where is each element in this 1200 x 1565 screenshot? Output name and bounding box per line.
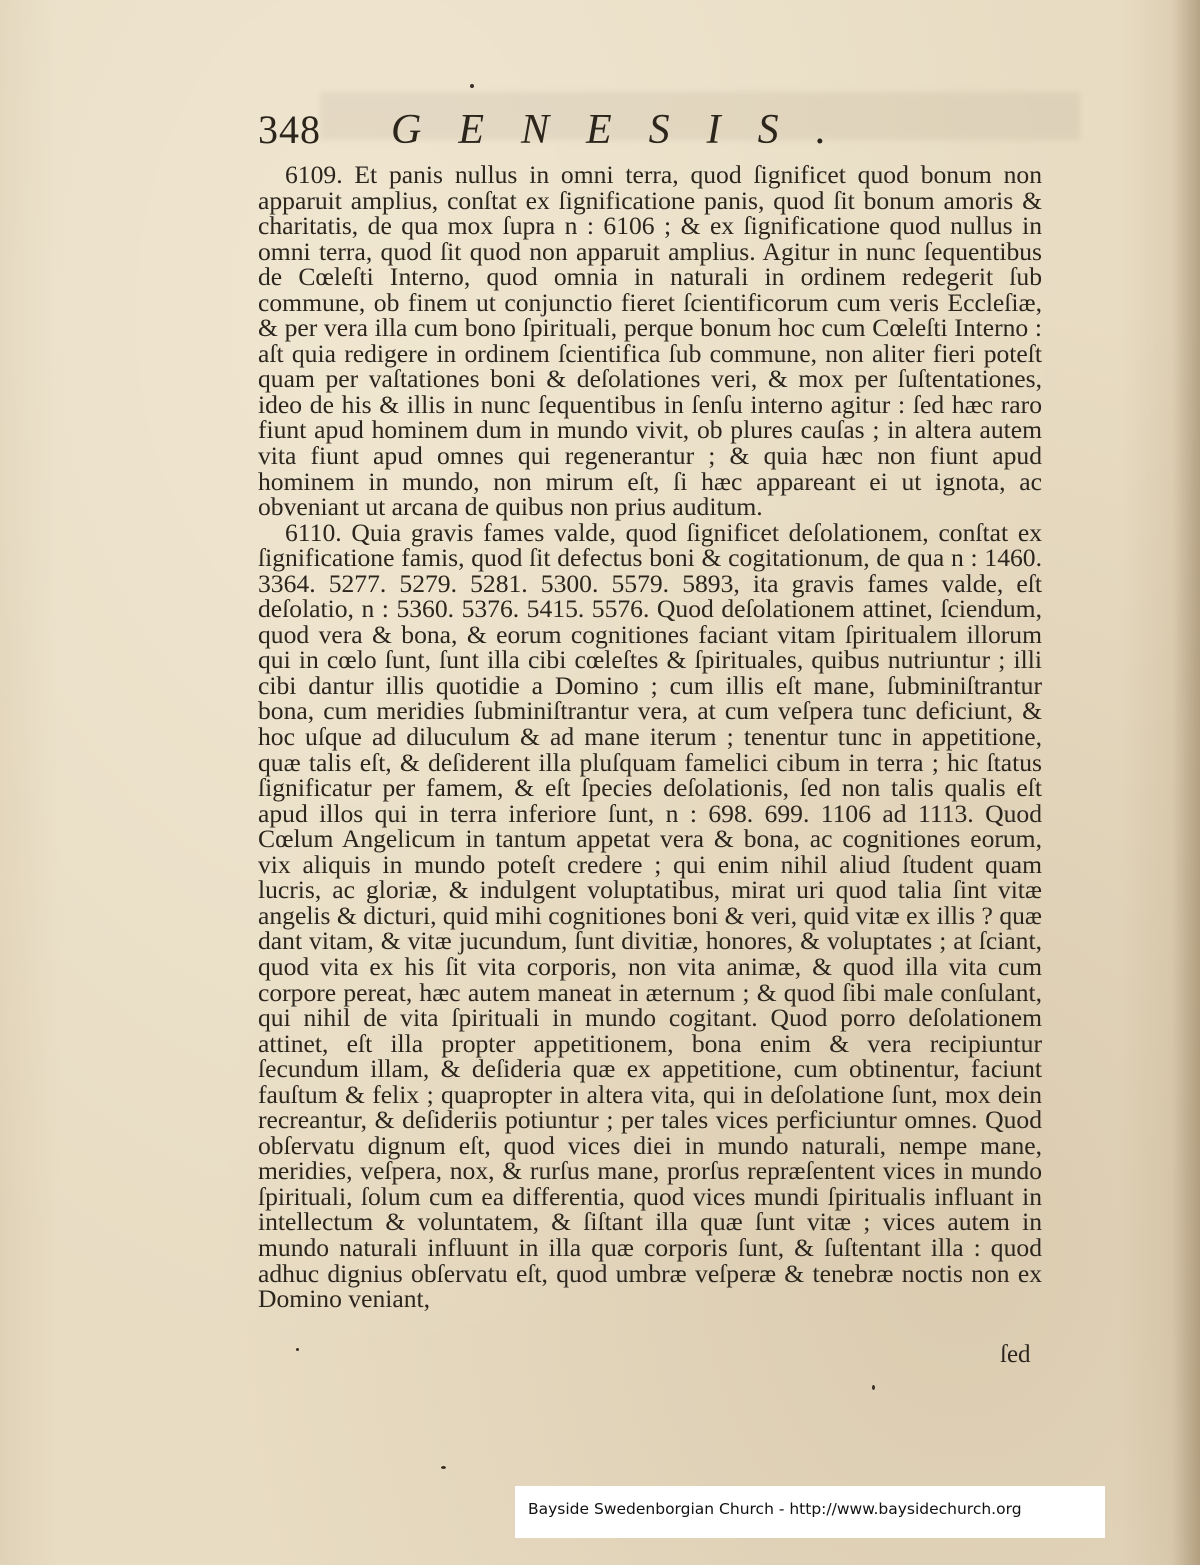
catchword: ſed (1000, 1341, 1031, 1368)
paragraph-6110: 6110. Quia gravis fames valde, quod ſignificet deſolationem, conſtat ex ſignificatione famis, quod ſit defectus boni & cogitationum, de qua n : 1460. 3364. 5277. 5279. 5281. 5300. 5579. 5893, ita gravis fames valde, eſt deſolatio, n : 5360. 5376. 5415. 5576. Quod deſolationem attinet, ſciendum, quod vera & bona, & eorum cognitiones faciant vitam ſpiritualem illorum qui in cœlo ſunt, ſunt illa cibi cœleſtes & ſpirituales, quibus nutriuntur ; illi cibi dantur illis quotidie a Domino ; cum illis eſt mane, ſubminiſtrantur bona, cum meridies ſubminiſtrantur vera, at cum veſpera tunc deficiunt, & hoc uſque ad diluculum & ad mane iterum ; tenentur tunc in appetitione, quæ talis eſt, & deſiderent illa pluſquam famelici cibum in terra ; hic ſtatus ſignificatur per famem, & eſt ſpecies deſolationis, ſed non talis qualis eſt apud illos qui in terra inferiore ſunt, n : 698. 699. 1106 ad 1113. Quod Cœlum Angelicum in tantum appetat vera & bona, ac cognitiones eorum, vix aliquis in mundo poteſt credere ; qui enim nihil aliud ſtudent quam lucris, ac gloriæ, & indulgent voluptatibus, mirat uri quod talia ſint vitæ angelis & dicturi, quid mihi cognitiones boni & veri, quid vitæ ex illis ? quæ dant vitam, & vitæ jucundum, ſunt divitiæ, honores, & voluptates ; at ſciant, quod vita ex his ſit vita corporis, non vita animæ, & quod illa vita cum corpore pereat, hæc autem maneat in æternum ; & quod ſibi male conſulant, qui nihil de vita ſpirituali in mundo cogitant. Quod porro deſolationem attinet, eſt illa propter appetitionem, bona enim & vera recipiuntur ſecundum illam, & deſideria quæ ex appetitione, cum obtinentur, faciunt fauſtum & felix ; quapropter in altera vita, qui in deſolatione ſunt, mox dein recreantur, & deſideriis potiuntur ; per tales vices perficiuntur omnes. Quod obſervatu dignum eſt, quod vices diei in mundo naturali, nempe mane, meridies, veſpera, nox, & rurſus mane, prorſus repræſentent vices in mundo ſpirituali, ſolum cum ea differentia, quod vices mundi ſpiritualis influant in intellectum & voluntatem, & ſiſtant illa quæ ſunt vitæ ; vices autem in mundo naturali influunt in illa quæ corporis ſunt, & ſuſtentant illa : quod adhuc dignius obſervatu eſt, quod umbræ veſperæ & tenebræ noctis non ex Domino veniant, (258, 517, 1042, 1314)
page-number: 348 (258, 107, 321, 152)
page-edge-shadow (1172, 0, 1200, 1565)
body-text (258, 162, 1042, 1312)
ink-speck (470, 84, 474, 88)
watermark-text: Bayside Swedenborgian Church - http://www.baysidechurch.org (528, 1500, 1022, 1518)
running-title: GENESIS. (391, 107, 864, 153)
ink-speck (872, 1385, 875, 1390)
page-header (258, 106, 1038, 166)
ink-speck (296, 1348, 299, 1351)
paragraph-6109: 6109. Et panis nullus in omni terra, quod ſignificet quod bonum non apparuit amplius, conſtat ex ſignificatione panis, quod ſit bonum amoris & charitatis, de qua mox ſupra n : 6106 ; & ex ſignificatione quod nullus in omni terra, quod ſit quod non apparuit amplius. Agitur in nunc ſequentibus de Cœleſti Interno, quod omnia in naturali in ordinem redegerit ſub commune, ob finem ut conjunctio fieret ſcientificorum cum veris Eccleſiæ, & per vera illa cum bono ſpirituali, perque bonum hoc cum Cœleſti Interno : aſt quia redigere in ordinem ſcientifica ſub commune, non aliter fieri poteſt quam per vaſtationes boni & deſolationes veri, & mox per ſuſtentationes, ideo de his & illis in nunc ſequentibus in ſenſu interno agitur : ſed hæc raro fiunt apud hominem dum in mundo vivit, ob plures cauſas ; in altera autem vita fiunt apud omnes qui regenerantur ; & quia hæc non fiunt apud hominem in mundo, non mirum eſt, ſi hæc appareant ei ut ignota, ac obveniant ut arcana de quibus non prius auditum. (258, 160, 1042, 522)
ink-speck (441, 1466, 446, 1469)
